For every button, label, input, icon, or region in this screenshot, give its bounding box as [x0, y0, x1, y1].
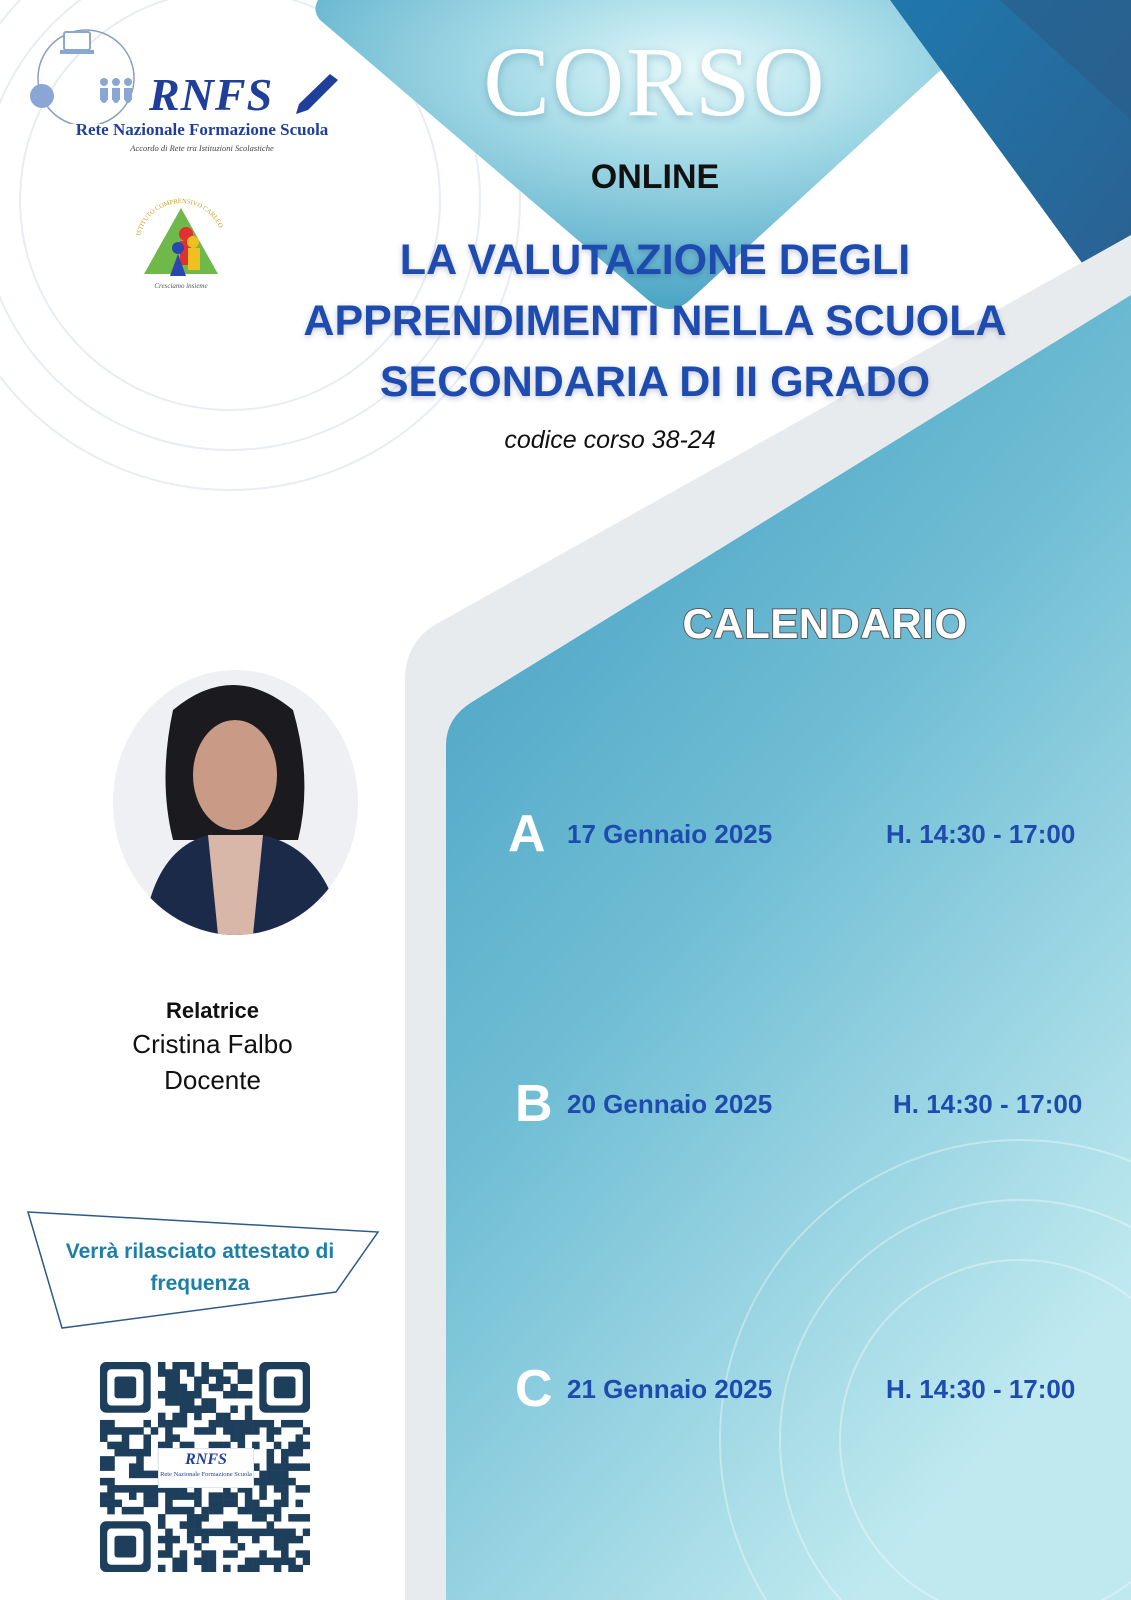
session-time: H. 14:30 - 17:00 — [893, 1089, 1083, 1119]
course-mode: ONLINE — [590, 158, 720, 196]
qr-logo — [158, 1448, 254, 1488]
course-title: LA VALUTAZIONE DEGLI APPRENDIMENTI NELLA SCUOLA SECONDARIA DI II GRADO — [303, 236, 1007, 406]
speaker-block — [60, 996, 365, 1098]
session-letter: A — [508, 805, 546, 863]
rnfs-logo-tagline: Accordo di Rete tra Istituzioni Scolastiche — [130, 143, 274, 153]
rnfs-logo-mark: RNFS — [149, 69, 274, 120]
calendar-heading: CALENDARIO — [682, 600, 968, 647]
kicker-title: CORSO — [483, 26, 827, 137]
session-date: 17 Gennaio 2025 — [567, 819, 773, 849]
course-code: codice corso 38-24 — [504, 426, 716, 454]
speaker-role: Relatrice — [166, 998, 259, 1023]
speaker-photo — [113, 670, 358, 935]
qr-logo-text: Rete Nazionale Formazione Scuola — [160, 1471, 252, 1478]
session-date: 21 Gennaio 2025 — [567, 1374, 773, 1404]
session-date: 20 Gennaio 2025 — [567, 1089, 773, 1119]
session-time: H. 14:30 - 17:00 — [886, 1374, 1076, 1404]
speaker-name: Cristina Falbo — [132, 1029, 293, 1059]
session-time: H. 14:30 - 17:00 — [886, 819, 1076, 849]
rnfs-logo-name: Rete Nazionale Formazione Scuola — [75, 120, 329, 139]
certificate-text: Verrà rilasciato attestato di frequenza — [65, 1240, 335, 1295]
school-motto: Cresciamo insieme — [154, 282, 208, 290]
school-logo-arc-text: ISTITUTO COMPRENSIVO CARLEO — [135, 198, 224, 237]
rnfs-logo — [24, 24, 354, 164]
speaker-job: Docente — [164, 1065, 261, 1095]
qr-logo-mark: RNFS — [185, 1451, 227, 1468]
session-letter: B — [515, 1075, 553, 1133]
school-logo — [126, 186, 236, 296]
session-letter: C — [515, 1360, 553, 1418]
